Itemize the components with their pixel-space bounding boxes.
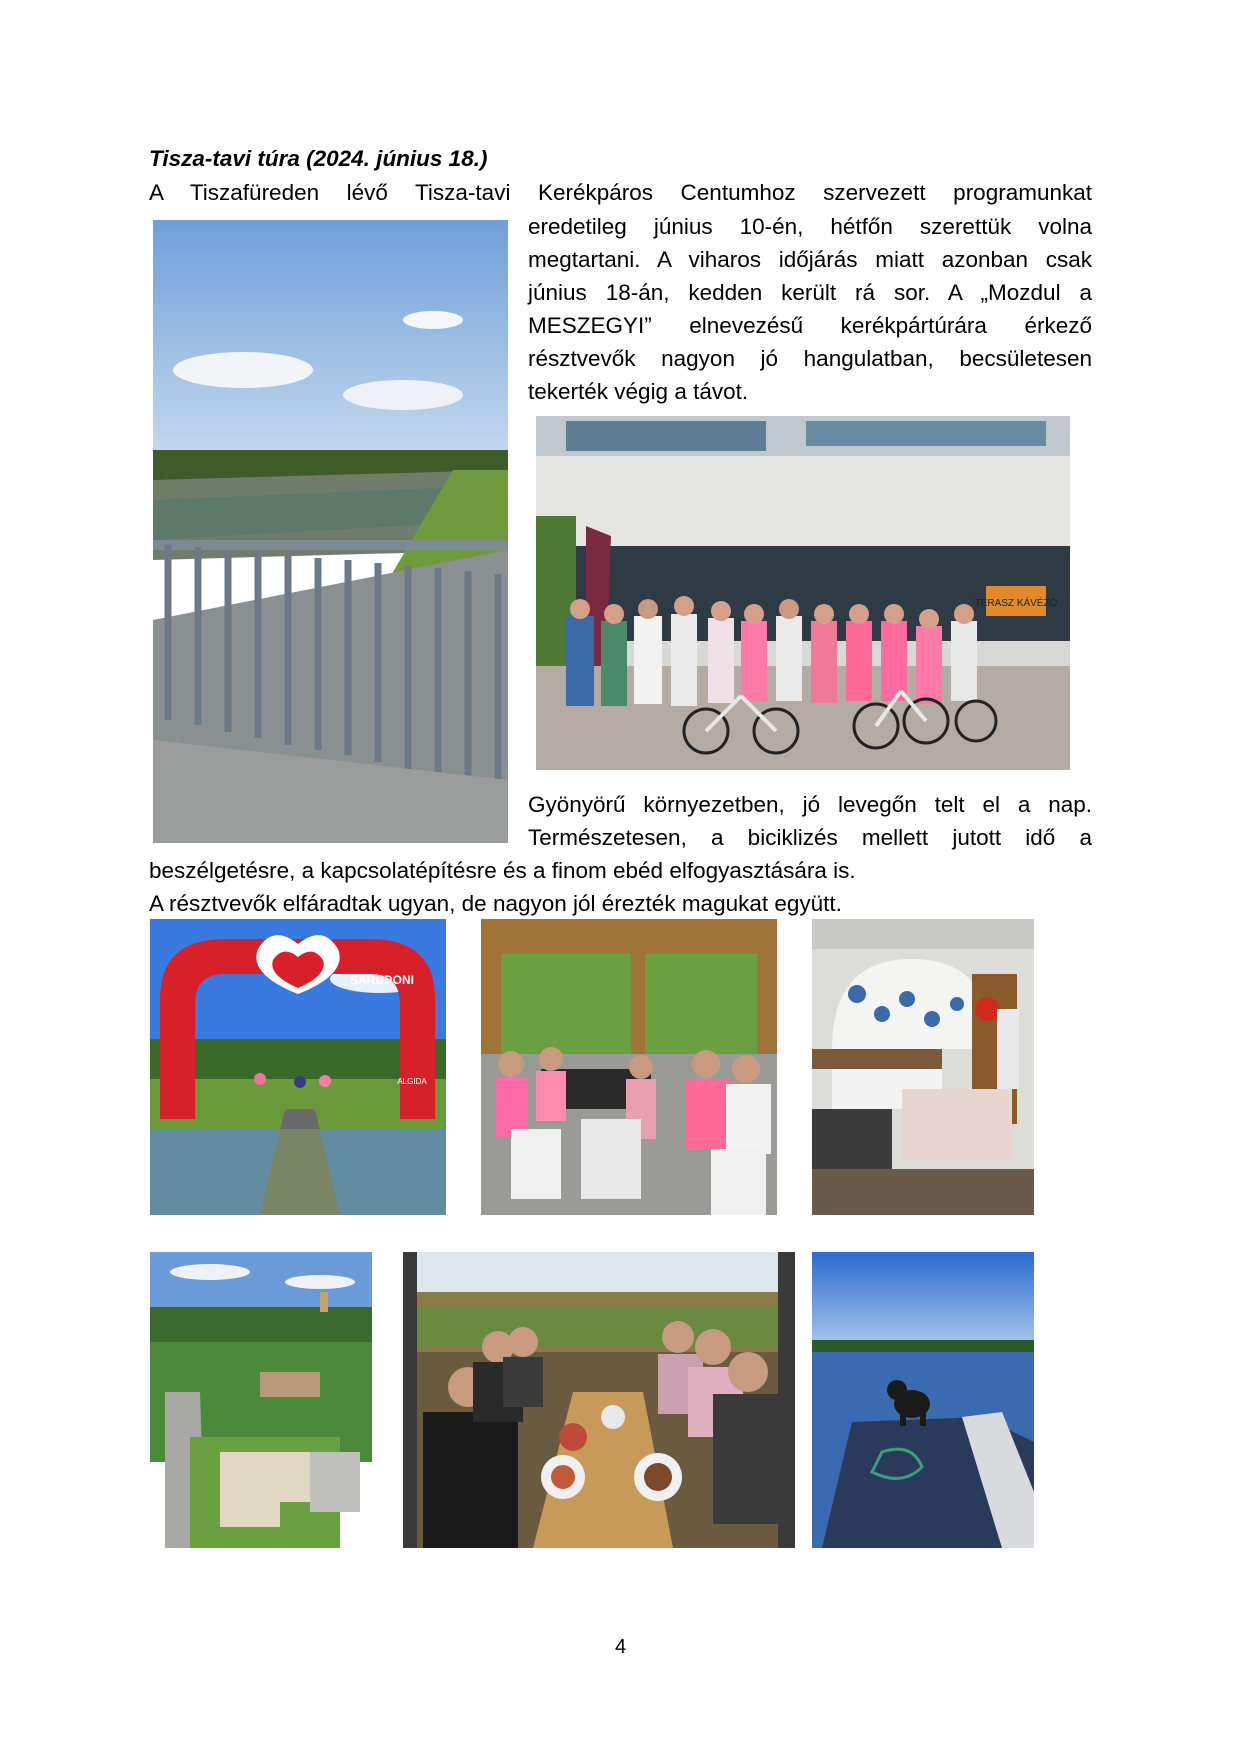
wrap-line-5: résztvevők nagyon jó hangulatban, becsületesen (528, 346, 1092, 371)
restaurant-meal-photo (403, 1252, 795, 1548)
inflatable-arch-photo (150, 919, 446, 1215)
museum-kitchen-photo (812, 919, 1034, 1215)
para2-line-1: Gyönyörű környezetben, jó levegőn telt el a nap. (528, 792, 1092, 817)
para2-line-3: beszélgetésre, a kapcsolatépítésre és a finom ebéd elfogyasztására is. (149, 858, 856, 883)
para3: A résztvevők elfáradtak ugyan, de nagyon jól érezték magukat együtt. (149, 891, 842, 916)
intro-line: A Tiszafüreden lévő Tisza-tavi Kerékpáros Centumhoz szervezett programunkat (149, 180, 1092, 205)
wrap-line-4: MESZEGYI” elnevezésű kerékpártúrára érkező (528, 313, 1092, 338)
building-sign-text: TERASZ KÁVÉZÓ (974, 598, 1058, 609)
arch-text: SARUDONI (350, 973, 415, 987)
page-number: 4 (614, 1636, 627, 1658)
article-title: Tisza-tavi túra (2024. június 18.) (149, 146, 488, 171)
wrap-line-1: eredetileg június 10-én, hétfőn szerettük volna (528, 214, 1092, 239)
terrace-lunch-photo (481, 919, 777, 1215)
wrap-line-3: június 18-án, kedden került rá sor. A „Mozdul a (528, 280, 1092, 305)
aerial-view-photo (150, 1252, 372, 1548)
wrap-line-2: megtartani. A viharos időjárás miatt azonban csak (528, 247, 1092, 272)
group-bicycles-photo (536, 416, 1070, 770)
arch-brand: ALGIDA (397, 1077, 427, 1086)
para2-line-2: Természetesen, a biciklizés mellett jutott idő a (528, 825, 1092, 850)
bridge-river-photo (153, 220, 508, 843)
wrap-line-6: tekerték végig a távot. (528, 379, 749, 404)
boat-dog-photo (812, 1252, 1034, 1548)
